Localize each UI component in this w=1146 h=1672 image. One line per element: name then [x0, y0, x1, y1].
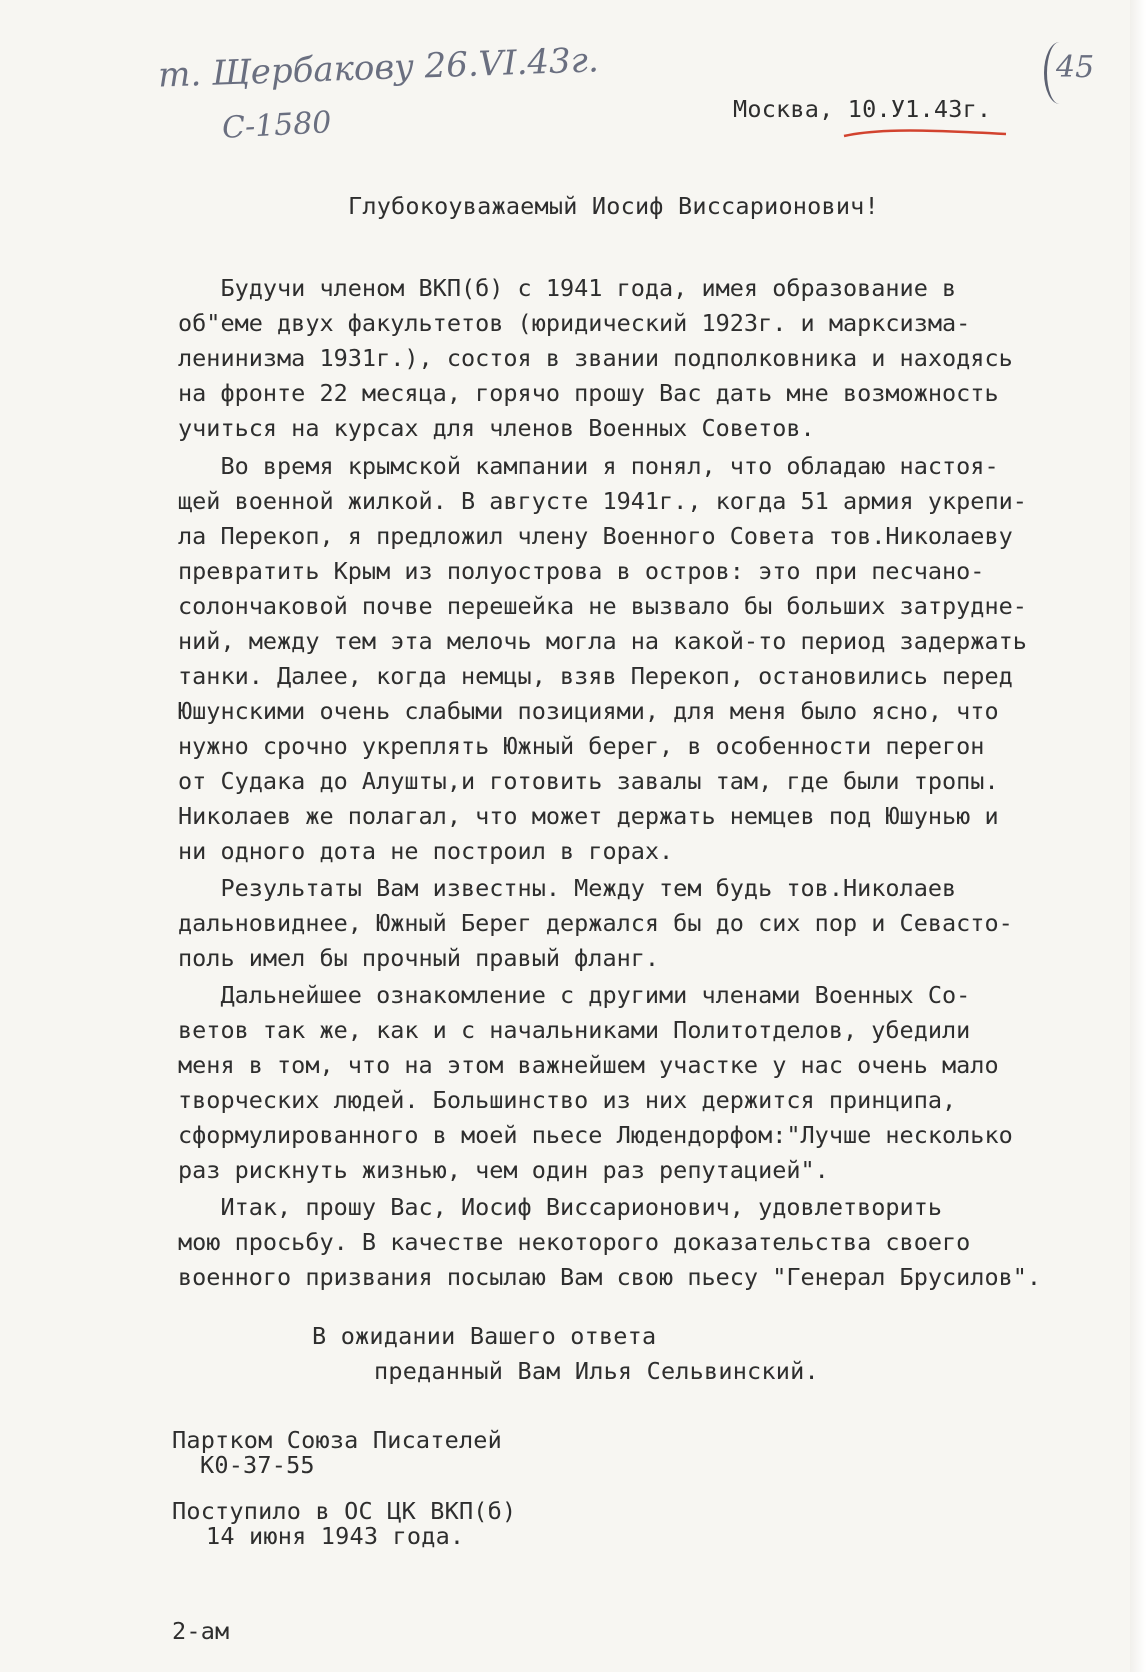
body-line: об"еме двух факультетов (юридический 1923г. и марксизма-: [178, 309, 971, 337]
handwritten-page-number: 45: [1056, 50, 1095, 85]
body-line: солончаковой почве перешейка не вызвало бы больших затрудне-: [178, 592, 1027, 620]
handwritten-addressee-note: т. Щербакову 26.VI.43г.: [157, 40, 600, 96]
red-underline-mark: [840, 124, 1010, 144]
body-line: поль имел бы прочный правый фланг.: [178, 944, 660, 972]
place-and-date: Москва, 10.У1.43г.: [733, 95, 992, 123]
body-line: превратить Крым из полуострова в остров: это при песчано-: [178, 557, 985, 585]
footer-copies-mark: 2-ам: [172, 1617, 230, 1645]
body-line: ленинизма 1931г.), состоя в звании подполковника и находясь: [178, 344, 1013, 372]
body-line: дальновиднее, Южный Берег держался бы до сих пор и Севасто-: [178, 909, 1013, 937]
body-line: Во время крымской кампании я понял, что обладаю настоя-: [178, 452, 999, 480]
body-line: Будучи членом ВКП(б) с 1941 года, имея образование в: [178, 274, 957, 302]
body-line: щей военной жилкой. В августе 1941г., когда 51 армия укрепи-: [178, 487, 1027, 515]
footer-received-date: 14 июня 1943 года.: [206, 1522, 465, 1550]
footer-phone: К0-37-55: [200, 1451, 315, 1479]
body-line: ла Перекоп, я предложил члену Военного Совета тов.Николаеву: [178, 522, 1013, 550]
body-line: учиться на курсах для членов Военных Советов.: [178, 414, 815, 442]
body-line: от Судака до Алушты,и готовить завалы там, где были тропы.: [178, 767, 999, 795]
closing-line-1: В ожидании Вашего ответа: [312, 1322, 657, 1350]
body-line: Результаты Вам известны. Между тем будь тов.Николаев: [178, 874, 957, 902]
footer-received-stamp: Поступило в ОС ЦК ВКП(б): [172, 1497, 517, 1525]
salutation: Глубокоуважаемый Иосиф Виссарионович!: [348, 192, 879, 220]
body-line: творческих людей. Большинство из них держится принципа,: [178, 1086, 957, 1114]
page-edge: [1130, 0, 1146, 1672]
closing-signature-line: преданный Вам Илья Сельвинский.: [374, 1357, 819, 1385]
body-line: военного призвания посылаю Вам свою пьесу "Генерал Брусилов".: [178, 1263, 1042, 1291]
body-line: Итак, прошу Вас, Иосиф Виссарионович, удовлетворить: [178, 1193, 943, 1221]
body-line: раз рискнуть жизнью, чем один раз репутацией".: [178, 1156, 829, 1184]
body-line: сформулированного в моей пьесе Людендорфом:"Лучше несколько: [178, 1121, 1013, 1149]
body-line: мою просьбу. В качестве некоторого доказательства своего: [178, 1228, 971, 1256]
handwritten-registration-number: С-1580: [221, 105, 333, 146]
body-line: Николаев же полагал, что может держать немцев под Юшунью и: [178, 802, 999, 830]
body-line: меня в том, что на этом важнейшем участке у нас очень мало: [178, 1051, 999, 1079]
body-line: Дальнейшее ознакомление с другими членами Военных Со-: [178, 981, 971, 1009]
body-line: нужно срочно укреплять Южный берег, в особенности перегон: [178, 732, 985, 760]
body-line: танки. Далее, когда немцы, взяв Перекоп, остановились перед: [178, 662, 1013, 690]
body-line: ветов так же, как и с начальниками Политотделов, убедили: [178, 1016, 971, 1044]
body-line: ний, между тем эта мелочь могла на какой-то период задержать: [178, 627, 1027, 655]
footer-organization: Партком Союза Писателей: [172, 1426, 503, 1454]
body-line: на фронте 22 месяца, горячо прошу Вас дать мне возможность: [178, 379, 999, 407]
body-line: Юшунскими очень слабыми позициями, для меня было ясно, что: [178, 697, 999, 725]
body-line: ни одного дота не построил в горах.: [178, 837, 674, 865]
